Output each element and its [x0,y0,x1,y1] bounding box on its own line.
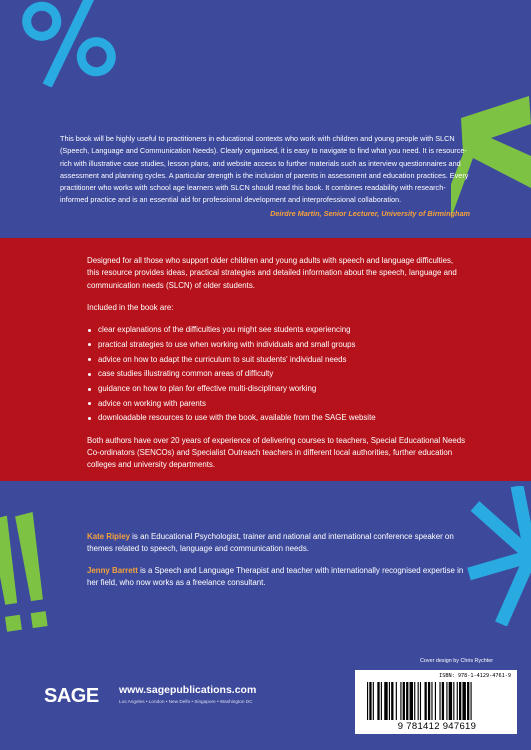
barcode-bar [467,682,469,720]
cover-credit: Cover design by Chris Rychter [420,658,494,664]
list-item: clear explanations of the difficulties you might see students experiencing [87,324,467,336]
percent-icon [22,0,117,87]
barcode-bar [400,682,401,720]
barcode-bar [420,682,421,720]
author-bio-text: is a Speech and Language Therapist and teacher with internationally recognised expertise in her field, who now works as a freelance consultant. [87,565,464,588]
barcode-bar [410,682,413,720]
barcode-bar [431,682,432,720]
author-name: Kate Ripley [87,532,130,541]
barcode-bar [414,682,415,720]
sage-logo [44,685,116,705]
review-quote [60,133,470,220]
barcode-bar [435,682,436,720]
description-band [0,238,531,481]
barcode-bar [462,682,465,720]
review-text: This book will be highly useful to practitioners in educational contexts who work with children and young people with SLCN (Speech, Language and Communication Needs). Clearly organised, it is easy to navigate to find what you need. It is resource-rich with illustrative case studies, lesson plans, and website access to further materials such as interview questionnaires and assessment and planning cycles. A particular strength is the inclusion of parents in assessment and education practices. Every practitioner who works with school age learners with SLCN should read this book. It combines readability with research-informed practice and is an essential aid for professional development and interprofessional collaboration. [60,134,469,205]
isbn-label: ISBN: 978-1-4129-4761-9 [439,673,511,679]
barcode-bar [453,682,454,720]
barcode-bar [425,682,427,720]
barcode-bars [367,682,507,720]
barcode-bar [406,682,408,720]
author-bio [87,531,472,556]
barcode-bar [389,682,390,720]
publisher-cities: Los Angeles • London • New Delhi • Singapore • Washington DC [119,699,253,704]
double-exclamation-icon [0,510,52,650]
author-bios [87,531,472,599]
barcode-bar [396,682,397,720]
barcode-number: 9 781412 947619 [397,721,477,732]
barcode-bar [471,682,472,720]
included-list [87,324,467,424]
barcode-bar [449,682,452,720]
publisher-url[interactable]: www.sagepublications.com [119,684,257,696]
list-item: advice on working with parents [87,398,467,410]
included-heading: Included in the book are: [87,302,174,312]
description-closing: Both authors have over 20 years of experience of delivering courses to teachers, Special Educational Needs Co-ordinators (SENCOs) and Specialist Outreach teachers in different local authorities, further education colleges and university departments. [87,435,466,470]
list-item: practical strategies to use when working with individuals and small groups [87,339,467,351]
barcode-bar [439,682,440,720]
description-text [87,255,467,482]
list-item: downloadable resources to use with the book, available from the SAGE website [87,412,467,424]
barcode-bar [403,682,405,720]
barcode-bar [377,682,379,720]
barcode-bar [391,682,393,720]
barcode [355,670,517,734]
barcode-bar [373,682,374,720]
list-item: case studies illustrating common areas of difficulty [87,368,467,380]
barcode-bar [459,682,461,720]
author-name: Jenny Barrett [87,565,138,575]
barcode-bar [381,682,382,720]
barcode-bar [446,682,447,720]
review-attribution: Deirdre Martin, Senior Lecturer, University of Birmingham [270,208,470,218]
barcode-bar [457,682,458,720]
svg-text:SAGE: SAGE [44,685,99,705]
description-intro: Designed for all those who support older children and young adults with speech and language difficulties, this resource provides ideas, practical strategies and detailed information about the speech, language and communication needs (SLCN) of older students. [87,256,457,290]
list-item: advice on how to adapt the curriculum to suit students' individual needs [87,354,467,366]
barcode-bar [367,682,368,720]
barcode-bar [384,682,387,720]
list-item: guidance on how to plan for effective multi-disciplinary working [87,383,467,395]
barcode-bar [428,682,430,720]
barcode-bar [418,682,419,720]
author-bio-text: is an Educational Psychologist, trainer and national and international conference speaker on themes related to speech, language and communication needs. [87,532,454,554]
barcode-bar [369,682,371,720]
barcode-bar [442,682,444,720]
author-bio [87,565,472,590]
